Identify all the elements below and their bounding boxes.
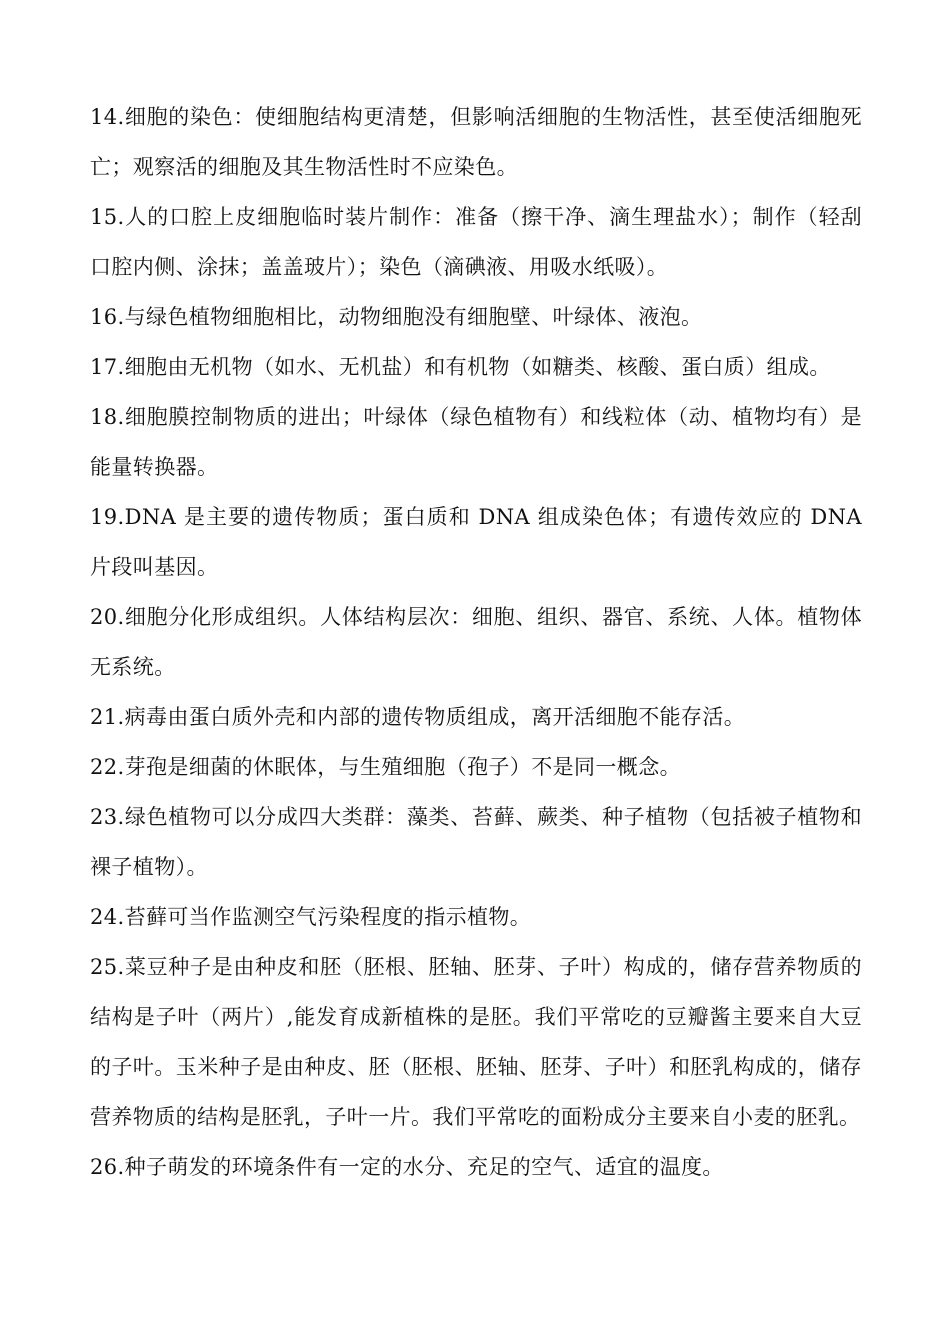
list-item: 18.细胞膜控制物质的进出；叶绿体（绿色植物有）和线粒体（动、植物均有）是能量转换器。 <box>90 405 862 479</box>
list-item: 17.细胞由无机物（如水、无机盐）和有机物（如糖类、核酸、蛋白质）组成。 <box>90 355 831 379</box>
list-item: 16.与绿色植物细胞相比，动物细胞没有细胞壁、叶绿体、液泡。 <box>90 305 703 329</box>
list-item: 23.绿色植物可以分成四大类群：藻类、苔藓、蕨类、种子植物（包括被子植物和裸子植物）。 <box>90 805 862 879</box>
list-item: 24.苔藓可当作监测空气污染程度的指示植物。 <box>90 905 532 929</box>
list-item: 21.病毒由蛋白质外壳和内部的遗传物质组成，离开活细胞不能存活。 <box>90 705 746 729</box>
list-item: 14.细胞的染色：使细胞结构更清楚，但影响活细胞的生物活性，甚至使活细胞死亡；观察活的细胞及其生物活性时不应染色。 <box>90 105 862 179</box>
list-item: 20.细胞分化形成组织。人体结构层次：细胞、组织、器官、系统、人体。植物体无系统。 <box>90 605 862 679</box>
list-item: 19.DNA 是主要的遗传物质；蛋白质和 DNA 组成染色体；有遗传效应的 DNA 片段叫基因。 <box>90 505 862 579</box>
document-page <box>90 92 862 1192</box>
list-item: 15.人的口腔上皮细胞临时装片制作：准备（擦干净、滴生理盐水）；制作（轻刮口腔内侧、涂抹；盖盖玻片）；染色（滴碘液、用吸水纸吸）。 <box>90 205 862 279</box>
list-item: 26.种子萌发的环境条件有一定的水分、充足的空气、适宜的温度。 <box>90 1155 724 1179</box>
list-item: 25.菜豆种子是由种皮和胚（胚根、胚轴、胚芽、子叶）构成的，储存营养物质的结构是子叶（两片）,能发育成新植株的是胚。我们平常吃的豆瓣酱主要来自大豆的子叶。玉米种子是由种皮、胚（胚根、胚轴、胚芽、子叶）和胚乳构成的，储存营养物质的结构是胚乳，子叶一片。我们平常吃的面粉成分主要来自小麦的胚乳。 <box>90 955 862 1129</box>
list-item: 22.芽孢是细菌的休眠体，与生殖细胞（孢子）不是同一概念。 <box>90 755 681 779</box>
